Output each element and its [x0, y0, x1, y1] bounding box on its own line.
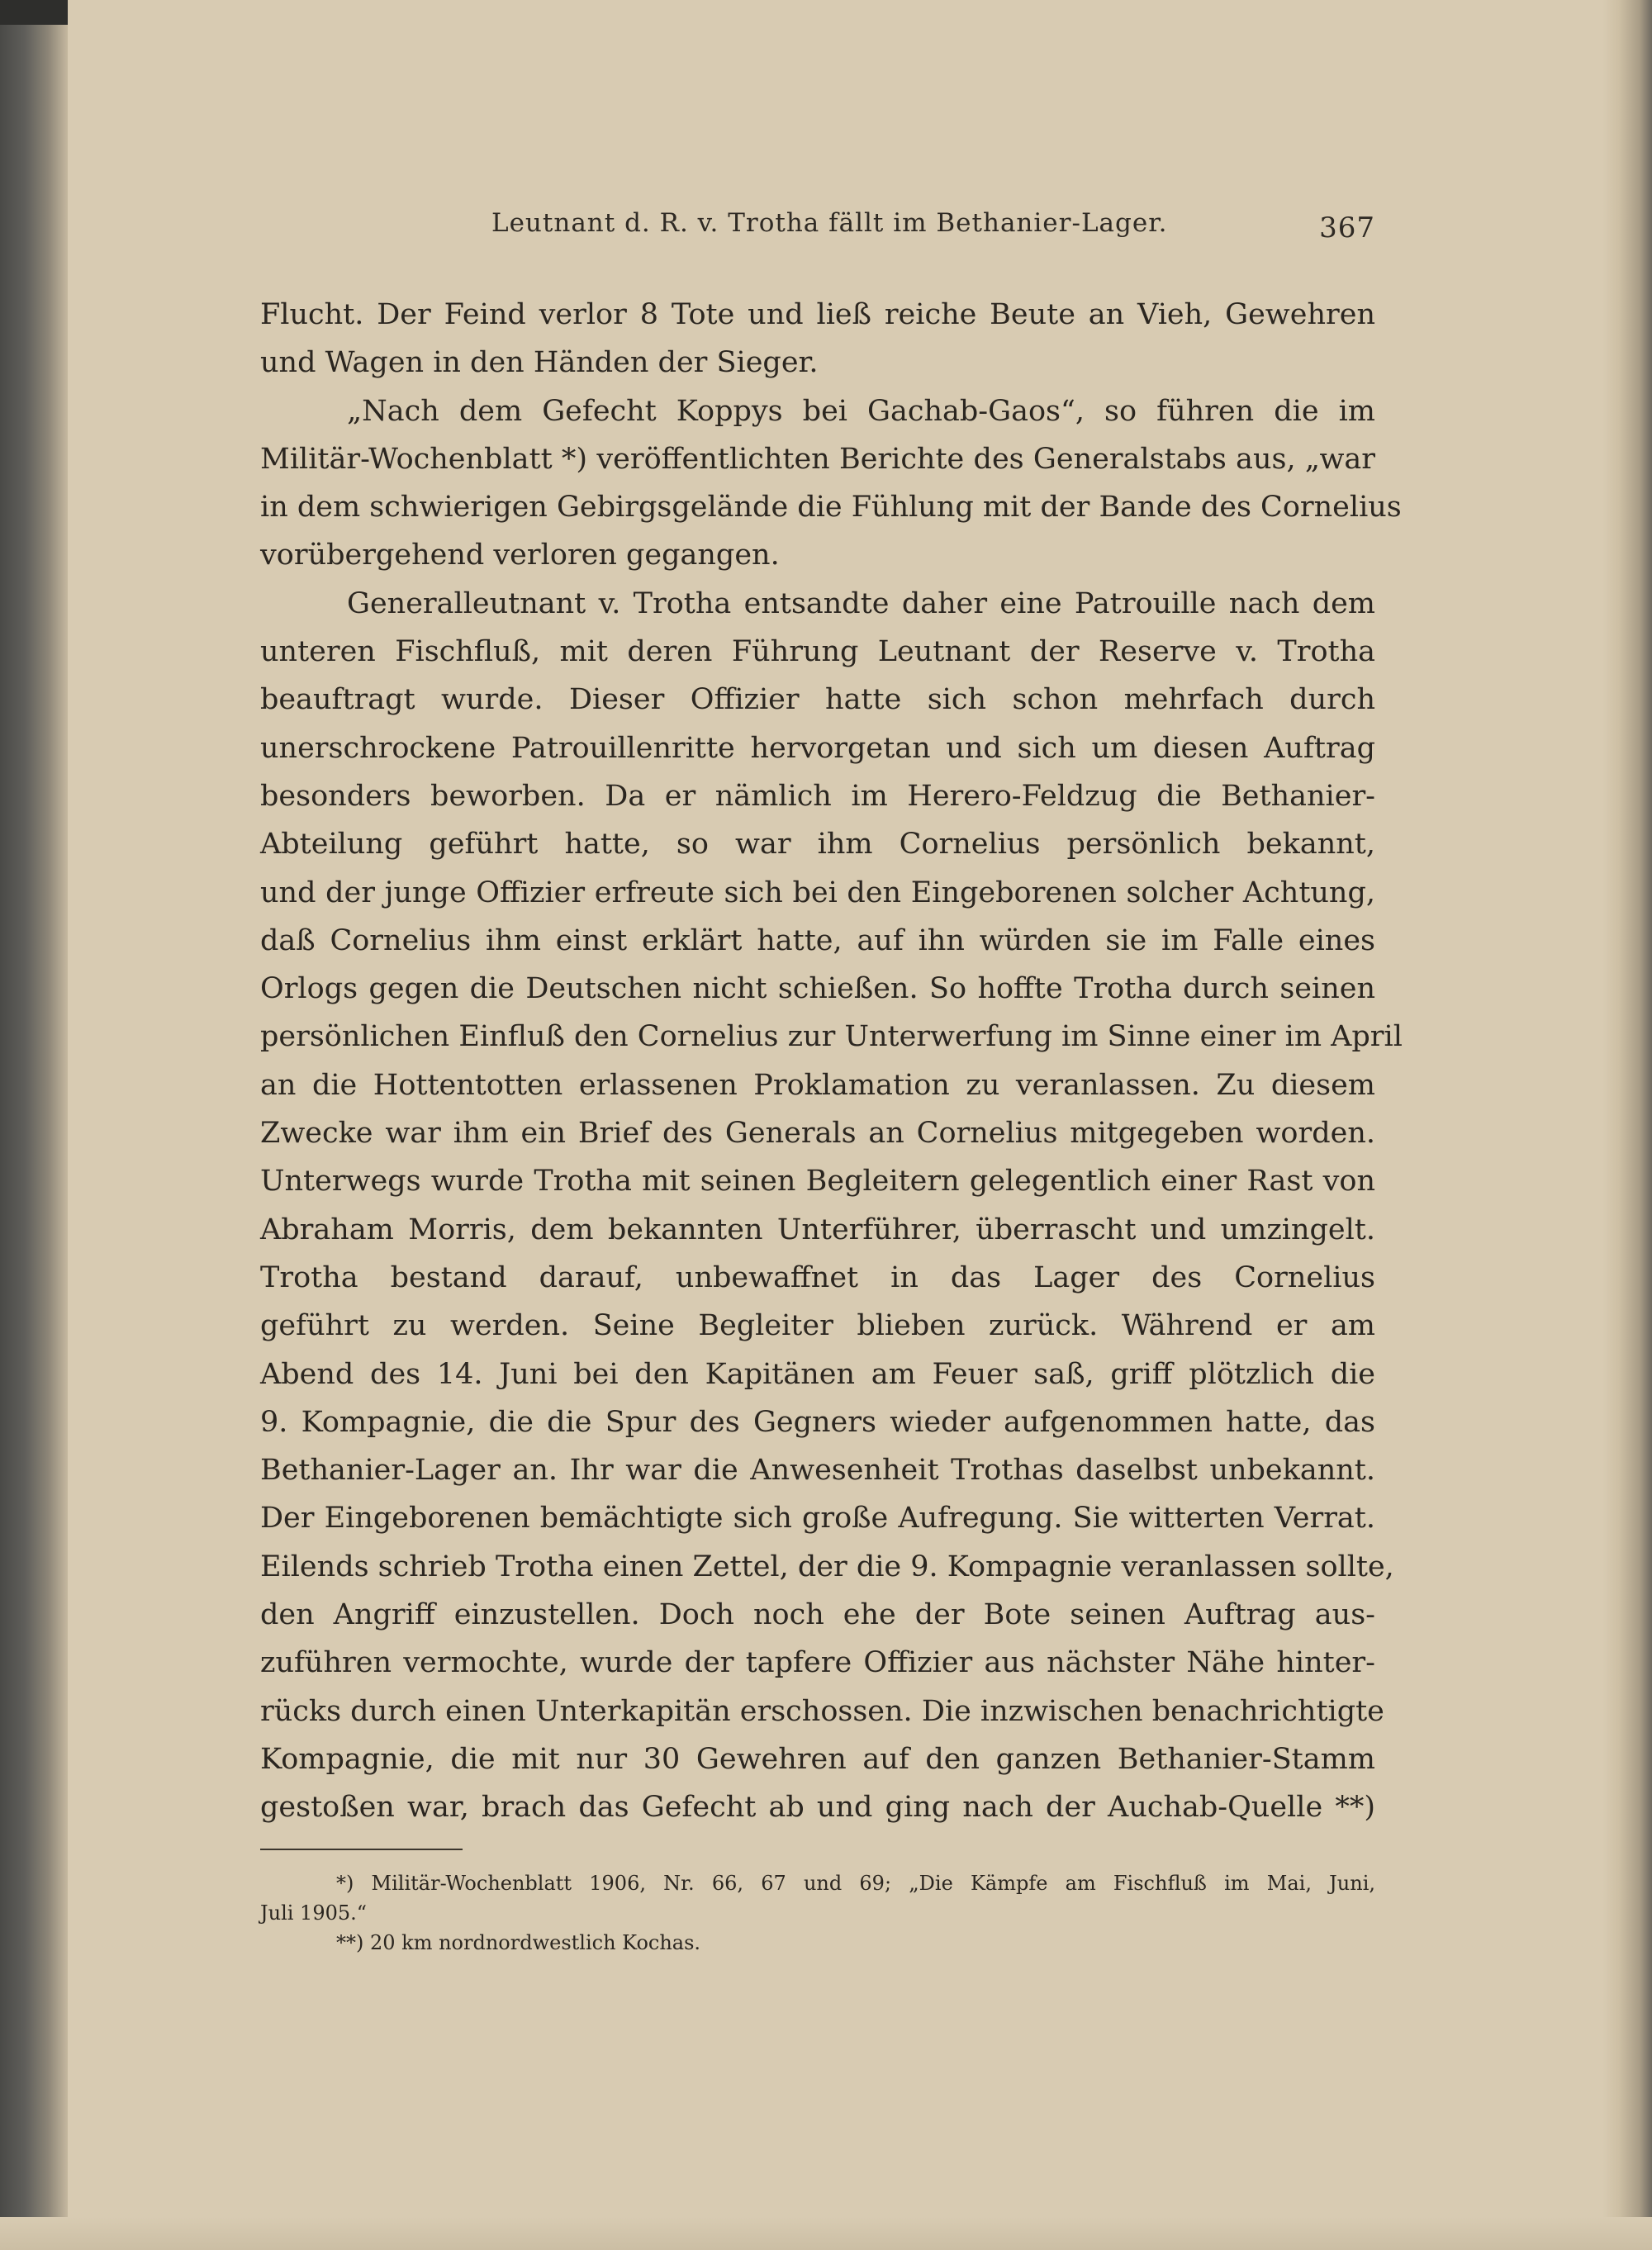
text-line: besonders beworben. Da er nämlich im Herero-Feldzug die Bethanier-	[260, 779, 1375, 813]
footnote-rule	[260, 1849, 463, 1850]
text-line: Generalleutnant v. Trotha entsandte daher eine Patrouille nach dem	[347, 586, 1375, 620]
text-line: Bethanier-Lager an. Ihr war die Anwesenheit Trothas daselbst unbekannt.	[260, 1454, 1375, 1488]
text-line: persönlichen Einfluß den Cornelius zur Unterwerfung im Sinne einer im April	[260, 1020, 1403, 1054]
footnote-1-line-2: Juli 1905.“	[260, 1901, 368, 1925]
text-line: Militär-Wochenblatt *) veröffentlichten Berichte des Generalstabs aus, „war	[260, 442, 1375, 476]
page-bottom-edge	[0, 2217, 1652, 2250]
text-line: Abteilung geführt hatte, so war ihm Cornelius persönlich bekannt,	[260, 828, 1375, 862]
book-gutter-shadow	[0, 0, 68, 2250]
text-line: unteren Fischfluß, mit deren Führung Leutnant der Reserve v. Trotha	[260, 635, 1375, 669]
text-line: rücks durch einen Unterkapitän erschossen. Die inzwischen benachrichtigte	[260, 1694, 1384, 1728]
running-head-title: Leutnant d. R. v. Trotha fällt im Bethanier-Lager.	[491, 208, 1168, 238]
text-line: Abraham Morris, dem bekannten Unterführer, überrascht und umzingelt.	[260, 1213, 1375, 1246]
text-line: an die Hottentotten erlassenen Proklamation zu veranlassen. Zu diesem	[260, 1068, 1375, 1102]
text-line: Unterwegs wurde Trotha mit seinen Begleitern gelegentlich einer Rast von	[260, 1165, 1375, 1199]
body-text	[260, 291, 1403, 1832]
text-line: vorübergehend verloren gegangen.	[260, 539, 780, 572]
text-line: Eilends schrieb Trotha einen Zettel, der die 9. Kompagnie veranlassen sollte,	[260, 1550, 1394, 1583]
text-line: 9. Kompagnie, die die Spur des Gegners wieder aufgenommen hatte, das	[260, 1405, 1375, 1439]
text-line: beauftragt wurde. Dieser Offizier hatte sich schon mehrfach durch	[260, 683, 1375, 717]
page-right-edge	[1602, 0, 1652, 2250]
text-line: Kompagnie, die mit nur 30 Gewehren auf den ganzen Bethanier-Stamm	[260, 1742, 1375, 1776]
text-line: Flucht. Der Feind verlor 8 Tote und ließ reiche Beute an Vieh, Gewehren	[260, 298, 1375, 331]
footnote-1-line-1: *) Militär-Wochenblatt 1906, Nr. 66, 67 und 69; „Die Kämpfe am Fischfluß im Mai, Juni,	[336, 1872, 1375, 1895]
text-line: und der junge Offizier erfreute sich bei den Eingeborenen solcher Achtung,	[260, 876, 1375, 909]
page-number: 367	[1319, 211, 1375, 244]
text-line: Zwecke war ihm ein Brief des Generals an Cornelius mitgegeben worden.	[260, 1117, 1375, 1151]
text-line: geführt zu werden. Seine Begleiter blieben zurück. Während er am	[260, 1309, 1375, 1343]
text-line: „Nach dem Gefecht Koppys bei Gachab-Gaos“, so führen die im	[347, 394, 1375, 428]
footnote-2: **) 20 km nordnordwestlich Kochas.	[336, 1931, 701, 1954]
binding-edge	[0, 0, 68, 25]
text-line: daß Cornelius ihm einst erklärt hatte, auf ihn würden sie im Falle eines	[260, 923, 1375, 957]
text-line: den Angriff einzustellen. Doch noch ehe der Bote seinen Auftrag aus-	[260, 1598, 1375, 1632]
footnotes	[260, 1868, 1375, 1958]
text-line: in dem schwierigen Gebirgsgelände die Fühlung mit der Bande des Cornelius	[260, 491, 1402, 525]
text-line: zuführen vermochte, wurde der tapfere Offizier aus nächster Nähe hinter-	[260, 1646, 1375, 1680]
text-line: gestoßen war, brach das Gefecht ab und ging nach der Auchab-Quelle **)	[260, 1791, 1375, 1825]
running-head	[248, 208, 1375, 258]
text-line: Der Eingeborenen bemächtigte sich große Aufregung. Sie witterten Verrat.	[260, 1502, 1375, 1536]
text-line: und Wagen in den Händen der Sieger.	[260, 346, 819, 380]
text-line: Trotha bestand darauf, unbewaffnet in das Lager des Cornelius	[260, 1260, 1375, 1294]
text-line: Orlogs gegen die Deutschen nicht schießen. So hoffte Trotha durch seinen	[260, 972, 1375, 1006]
text-line: Abend des 14. Juni bei den Kapitänen am Feuer saß, griff plötzlich die	[260, 1357, 1375, 1391]
text-line: unerschrockene Patrouillenritte hervorgetan und sich um diesen Auftrag	[260, 731, 1375, 765]
